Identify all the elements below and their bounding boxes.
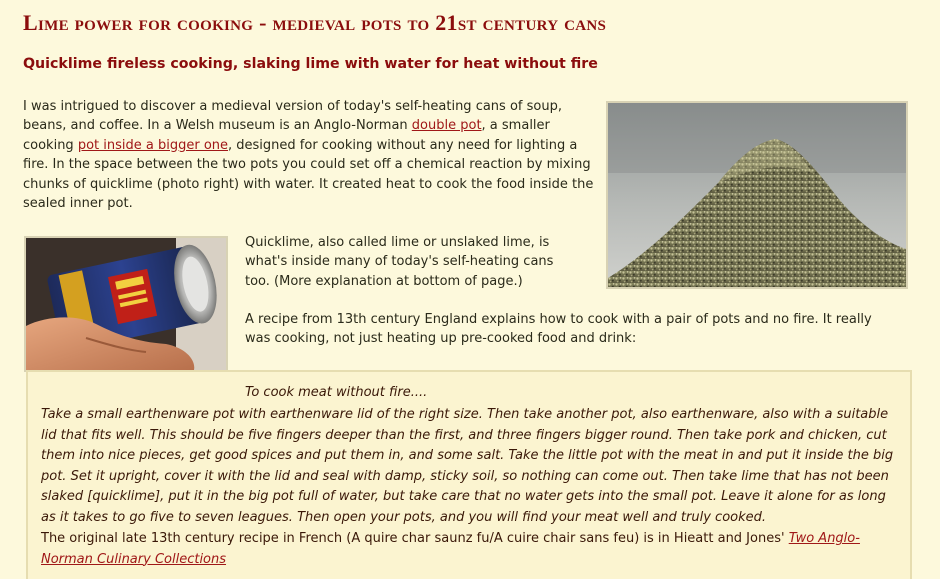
recipe-heading: To cook meat without fire.... [245,385,428,400]
intro-paragraph [23,97,598,213]
self-heating-can-photo [24,236,228,372]
recipe-intro-paragraph: A recipe from 13th century England explains how to cook with a pair of pots and no fire. It really was cooking, not just heating up pre-cooked food and drink: [245,312,872,347]
page-subtitle: Quicklime fireless cooking, slaking lime with water for heat without fire [23,56,598,72]
recipe-source [41,529,901,570]
intro-text-part1: I was intrigued to discover a medieval version of today's self-heating cans of soup, beans, and coffee. In a Welsh museum is an Anglo-Norman [23,99,562,134]
page-title: Lime power for cooking - medieval pots to 21st century cans [23,10,607,35]
quicklime-pile-photo [606,101,908,289]
culinary-collections-link[interactable]: Two Anglo-Norman Culinary Collections [41,531,860,567]
intro-text-part3: , designed for cooking without any need for lighting a fire. In the space between the two pots you could set off a chemical reaction by mixing chunks of quicklime (photo right) with water. It created heat to cook the food inside the sealed inner pot. [23,137,594,212]
quicklime-note: Quicklime, also called lime or unslaked lime, is what's inside many of today's self-heating cans too. (More explanation at bottom of page.) [245,235,554,289]
recipe-text: Take a small earthenware pot with earthenware lid of the right size. Then take another pot, also earthenware, also with a suitable lid that fits well. This should be five fingers deeper than the first, and three fingers bigger round. Then take pork and chicken, cut them into nice pieces, get good spices and put them in, and some salt. Take the little pot with the meat in and put it inside the big pot. Set it upright, cover it with the lid and seal with damp, sticky soil, so nothing can come out. Then take lime that has not been slaked [quicklime], put it in the big pot full of water, but take care that no water gets into the small pot. Leave it alone for as long as it takes to go five to seven leagues. Then open your pots, and you will find your meat well and truly cooked. [41,407,894,525]
pot-inside-bigger-link[interactable]: pot inside a bigger one [77,137,229,153]
intro-text-part2: , a smaller cooking [23,118,550,153]
recipe-source-text: The original late 13th century recipe in French (A quire char saunz fu/A cuire chair sans feu) is in Hieatt and Jones' [41,531,789,546]
double-pot-link[interactable]: double pot [411,118,482,134]
